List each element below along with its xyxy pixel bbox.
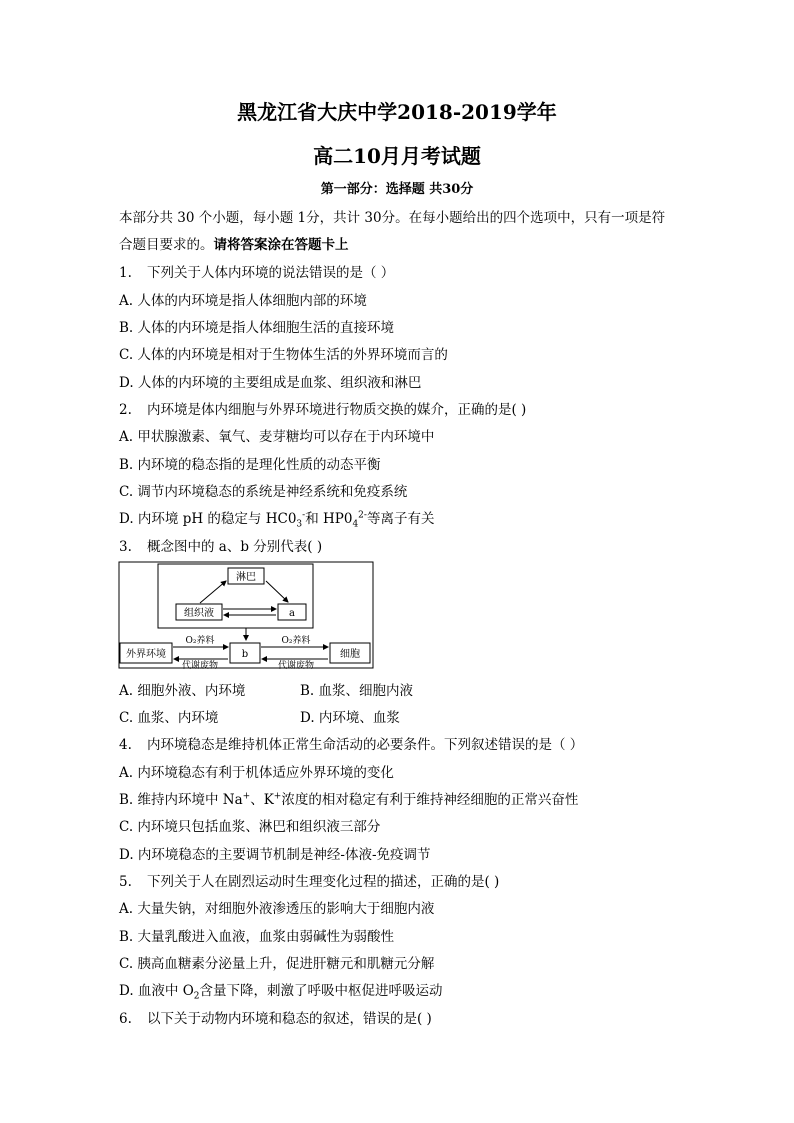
option-text: D. 血液中 O: [119, 983, 194, 999]
arrow-tissue-to-lymph: [200, 581, 226, 603]
question-text: 下列关于人在剧烈运动时生理变化过程的描述，正确的是( ): [147, 874, 500, 890]
o2-nutrient-label-left: O₂养料: [185, 636, 215, 646]
option-text: 等离子有关: [366, 511, 435, 527]
question-4-option-b: [119, 788, 578, 808]
o2-nutrient-label-right: O₂养料: [281, 636, 311, 646]
question-1-option-d: D. 人体的内环境的主要组成是血浆、组织液和淋巴: [119, 375, 422, 391]
document-subtitle: 高二10月月考试题: [313, 144, 481, 168]
intro-instruction: 请将答案涂在答题卡上: [213, 237, 349, 253]
waste-label-right: 代谢废物: [277, 661, 315, 669]
question-1-option-c: C. 人体的内环境是相对于生物体生活的外界环境而言的: [119, 347, 448, 363]
question-1-stem: [119, 261, 394, 281]
question-number: 2.: [119, 402, 132, 418]
superscript: +: [242, 791, 251, 802]
superscript: 2-: [358, 510, 367, 521]
question-6-stem: [119, 1007, 432, 1027]
question-4-option-d: D. 内环境稳态的主要调节机制是神经-体液-免疫调节: [119, 847, 431, 863]
subscript: 2: [193, 991, 200, 1002]
a-label: a: [289, 608, 295, 619]
question-5-option-c: C. 胰高血糖素分泌量上升，促进肝糖元和肌糖元分解: [119, 956, 435, 972]
question-text: 下列关于人体内环境的说法错误的是（ ）: [147, 265, 395, 281]
question-4-option-a: A. 内环境稳态有利于机体适应外界环境的变化: [119, 765, 394, 781]
question-number: 6.: [119, 1011, 132, 1027]
cell-label: 细胞: [340, 649, 360, 660]
question-3-option-d: D. 内环境、血浆: [300, 710, 400, 726]
question-text: 以下关于动物内环境和稳态的叙述，错误的是( ): [147, 1011, 432, 1027]
question-2-option-a: A. 甲状腺激素、氧气、麦芽糖均可以存在于内环境中: [119, 429, 435, 445]
option-text: 浓度的相对稳定有利于维持神经细胞的正常兴奋性: [281, 792, 579, 808]
tissue-fluid-label: 组织液: [184, 608, 214, 619]
lymph-label: 淋巴: [236, 572, 256, 583]
question-text: 内环境是体内细胞与外界环境进行物质交换的媒介，正确的是( ): [147, 402, 527, 418]
waste-label-left: 代谢废物: [181, 661, 219, 669]
question-4-option-c: C. 内环境只包括血浆、淋巴和组织液三部分: [119, 819, 381, 835]
superscript: +: [273, 791, 282, 802]
document-title: 黑龙江省大庆中学2018-2019学年: [237, 100, 557, 124]
question-number: 3.: [119, 539, 132, 555]
question-1-option-b: B. 人体的内环境是指人体细胞生活的直接环境: [119, 320, 395, 336]
question-5-option-b: B. 大量乳酸进入血液，血浆由弱碱性为弱酸性: [119, 929, 395, 945]
question-number: 5.: [119, 874, 132, 890]
option-text: 、K: [250, 792, 274, 808]
question-text: 概念图中的 a、b 分别代表( ): [147, 539, 323, 555]
intro-line-1: 本部分共 30 个小题，每小题 1分，共计 30分。在每小题给出的四个选项中，只有一项是符: [119, 210, 666, 226]
question-2-option-c: C. 调节内环境稳态的系统是神经系统和免疫系统: [119, 484, 408, 500]
question-text: 内环境稳态是维持机体正常生命活动的必要条件。下列叙述错误的是（ ）: [147, 737, 584, 753]
question-4-stem: [119, 733, 583, 753]
question-2-option-b: B. 内环境的稳态指的是理化性质的动态平衡: [119, 457, 381, 473]
question-2-option-d: [119, 507, 434, 530]
question-5-option-d: [119, 979, 443, 1002]
question-3-option-b: B. 血浆、细胞内液: [300, 683, 414, 699]
question-5-option-a: A. 大量失钠，对细胞外液渗透压的影响大于细胞内液: [119, 901, 435, 917]
concept-diagram: [118, 561, 374, 669]
question-1-option-a: A. 人体的内环境是指人体细胞内部的环境: [119, 293, 367, 309]
section-heading: 第一部分：选择题 共30分: [320, 182, 474, 197]
question-number: 1.: [119, 265, 132, 281]
option-text: 含量下降，刺激了呼吸中枢促进呼吸运动: [199, 983, 443, 999]
question-3-stem: [119, 535, 322, 555]
subscript: 4: [352, 519, 359, 530]
option-text: 和 HP0: [305, 511, 353, 527]
b-label: b: [241, 649, 249, 660]
superscript: -: [302, 510, 306, 521]
question-3-option-c: C. 血浆、内环境: [119, 710, 219, 726]
subscript: 3: [296, 519, 303, 530]
question-5-stem: [119, 870, 499, 890]
intro-line-2: [119, 233, 349, 253]
question-number: 4.: [119, 737, 132, 753]
question-2-stem: [119, 398, 526, 418]
option-text: D. 内环境 pH 的稳定与 HC0: [119, 511, 297, 527]
option-text: B. 维持内环境中 Na: [119, 792, 243, 808]
outside-env-label: 外界环境: [126, 649, 166, 660]
intro-text: 合题目要求的。: [119, 237, 214, 253]
question-3-option-a: A. 细胞外液、内环境: [119, 683, 246, 699]
arrow-lymph-to-a: [266, 581, 288, 602]
